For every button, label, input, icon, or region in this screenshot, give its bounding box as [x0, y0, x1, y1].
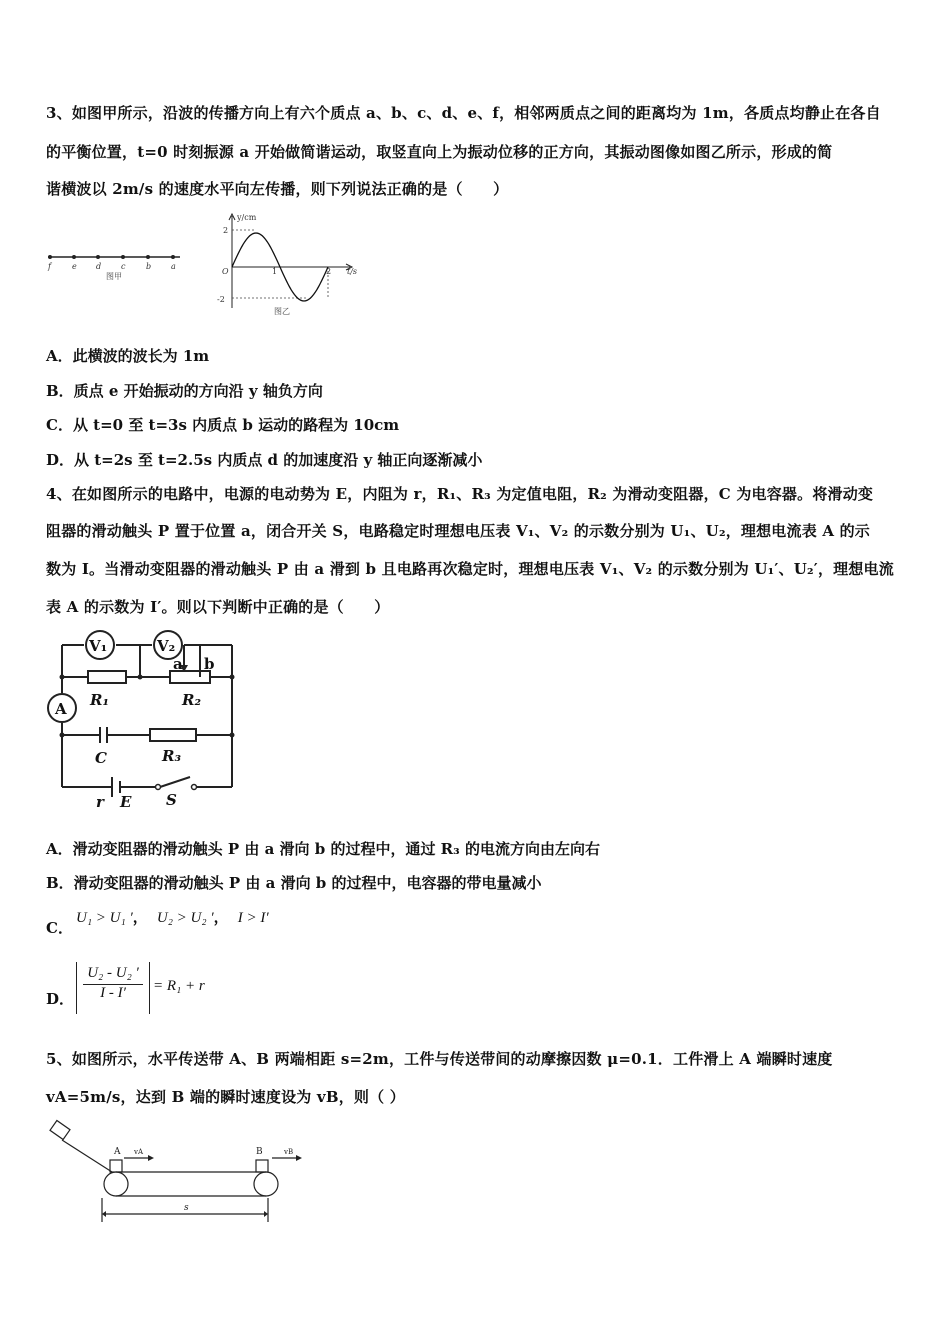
origin-label: O — [222, 267, 229, 276]
point-label: d — [96, 262, 102, 271]
figure-caption: 图甲 — [106, 272, 122, 281]
q5-line-1: 5、如图所示，水平传送带 A、B 两端相距 s=2m，工件与传送带间的动摩擦因数 μ=0.1．工件滑上 A 端瞬时速度 — [46, 1050, 833, 1068]
option-c-math — [76, 906, 269, 927]
inequality-i: I > I′ — [237, 910, 269, 926]
capacitor-label: C — [95, 749, 107, 767]
q3-option-d[interactable]: D．从 t=2s 至 t=2.5s 内质点 d 的加速度沿 y 轴正向逐渐减小 — [46, 451, 483, 469]
r1-label: R₁ — [90, 691, 110, 709]
point-label: b — [146, 262, 152, 271]
inequality-u1: U₁ > U₁ ′ — [76, 910, 133, 926]
q3-line-1: 3、如图甲所示，沿波的传播方向上有六个质点 a、b、c、d、e、f，相邻两质点之间的距离均为 1m，各质点均静止在各自 — [46, 104, 881, 122]
x-tick-label: 1 — [272, 267, 278, 276]
q5-line-2: vA=5m/s，达到 B 端的瞬时速度设为 vB，则（ ） — [46, 1088, 405, 1106]
abs-value-bars — [76, 962, 150, 1014]
ammeter-label: A — [55, 700, 67, 718]
q4-option-b[interactable]: B．滑动变阻器的滑动触头 P 由 a 滑向 b 的过程中，电容器的带电量减小 — [46, 874, 542, 892]
point-label: f — [48, 262, 51, 271]
option-d-label: D． — [46, 990, 75, 1008]
y-tick-label: 2 — [223, 226, 229, 235]
x-tick-label: 2 — [326, 267, 332, 276]
separator: ， — [132, 908, 148, 926]
x-axis-label: t/s — [347, 267, 358, 276]
y-tick-label: -2 — [217, 295, 225, 304]
velocity-b-label: vB — [284, 1148, 294, 1156]
distance-s-label: s — [184, 1203, 189, 1213]
separator: ， — [213, 908, 229, 926]
q3-option-a[interactable]: A．此横波的波长为 1m — [46, 347, 210, 365]
q3-line-3: 谐横波以 2m/s 的速度水平向左传播，则下列说法正确的是（ ） — [46, 180, 509, 198]
r2-label: R₂ — [182, 691, 202, 709]
figure-caption: 图乙 — [274, 307, 290, 316]
end-a-label: A — [114, 1147, 121, 1157]
circuit-diagram — [40, 625, 250, 815]
velocity-a-label: vA — [134, 1148, 144, 1156]
voltmeter-v1-label: V₁ — [89, 637, 108, 655]
q4-line-3: 数为 I。当滑动变阻器的滑动触头 P 由 a 滑到 b 且电路再次稳定时，理想电压表 V₁、V₂ 的示数分别为 U₁′、U₂′，理想电流 — [46, 560, 894, 578]
conveyor-belt-figure — [40, 1118, 320, 1230]
inequality-u2: U₂ > U₂ ′ — [156, 910, 214, 926]
q3-line-2: 的平衡位置，t=0 时刻振源 a 开始做简谐运动，取竖直向上为振动位移的正方向，其振动图像如图乙所示，形成的简 — [46, 143, 833, 161]
fraction-denominator: I - I′ — [100, 985, 126, 1001]
option-c-label: C． — [46, 919, 73, 937]
slider-a-label: a — [173, 655, 183, 673]
q4-line-2: 阻器的滑动触头 P 置于位置 a，闭合开关 S，电路稳定时理想电压表 V₁、V₂ 的示数分别为 U₁、U₂，理想电流表 A 的示 — [46, 522, 870, 540]
point-label: a — [171, 262, 176, 271]
internal-resistance-label: r — [96, 793, 104, 811]
switch-label: S — [166, 791, 177, 809]
emf-label: E — [120, 793, 132, 811]
option-d-rhs: = R₁ + r — [153, 978, 205, 994]
figure-yi-vibration-graph — [212, 210, 372, 320]
q4-option-a[interactable]: A．滑动变阻器的滑动触头 P 由 a 滑向 b 的过程中，通过 R₃ 的电流方向由左向右 — [46, 840, 600, 858]
q3-option-b[interactable]: B．质点 e 开始振动的方向沿 y 轴负方向 — [46, 382, 323, 400]
end-b-label: B — [256, 1147, 263, 1157]
q4-option-d[interactable] — [46, 988, 74, 1009]
q3-option-c[interactable]: C．从 t=0 至 t=3s 内质点 b 运动的路程为 10cm — [46, 416, 400, 434]
q4-line-1: 4、在如图所示的电路中，电源的电动势为 E，内阻为 r，R₁、R₃ 为定值电阻，R₂ 为滑动变阻器，C 为电容器。将滑动变 — [46, 485, 874, 503]
q4-option-c[interactable] — [46, 917, 73, 938]
fraction-numerator: U₂ - U₂ ′ — [87, 965, 139, 981]
figure-jia-particles — [40, 245, 190, 285]
slider-b-label: b — [204, 655, 215, 673]
r3-label: R₃ — [162, 747, 182, 765]
y-axis-label: y/cm — [237, 213, 257, 222]
q4-line-4: 表 A 的示数为 I′。则以下判断中正确的是（ ） — [46, 598, 390, 616]
point-label: c — [121, 262, 126, 271]
point-label: e — [72, 262, 77, 271]
voltmeter-v2-label: V₂ — [157, 637, 176, 655]
